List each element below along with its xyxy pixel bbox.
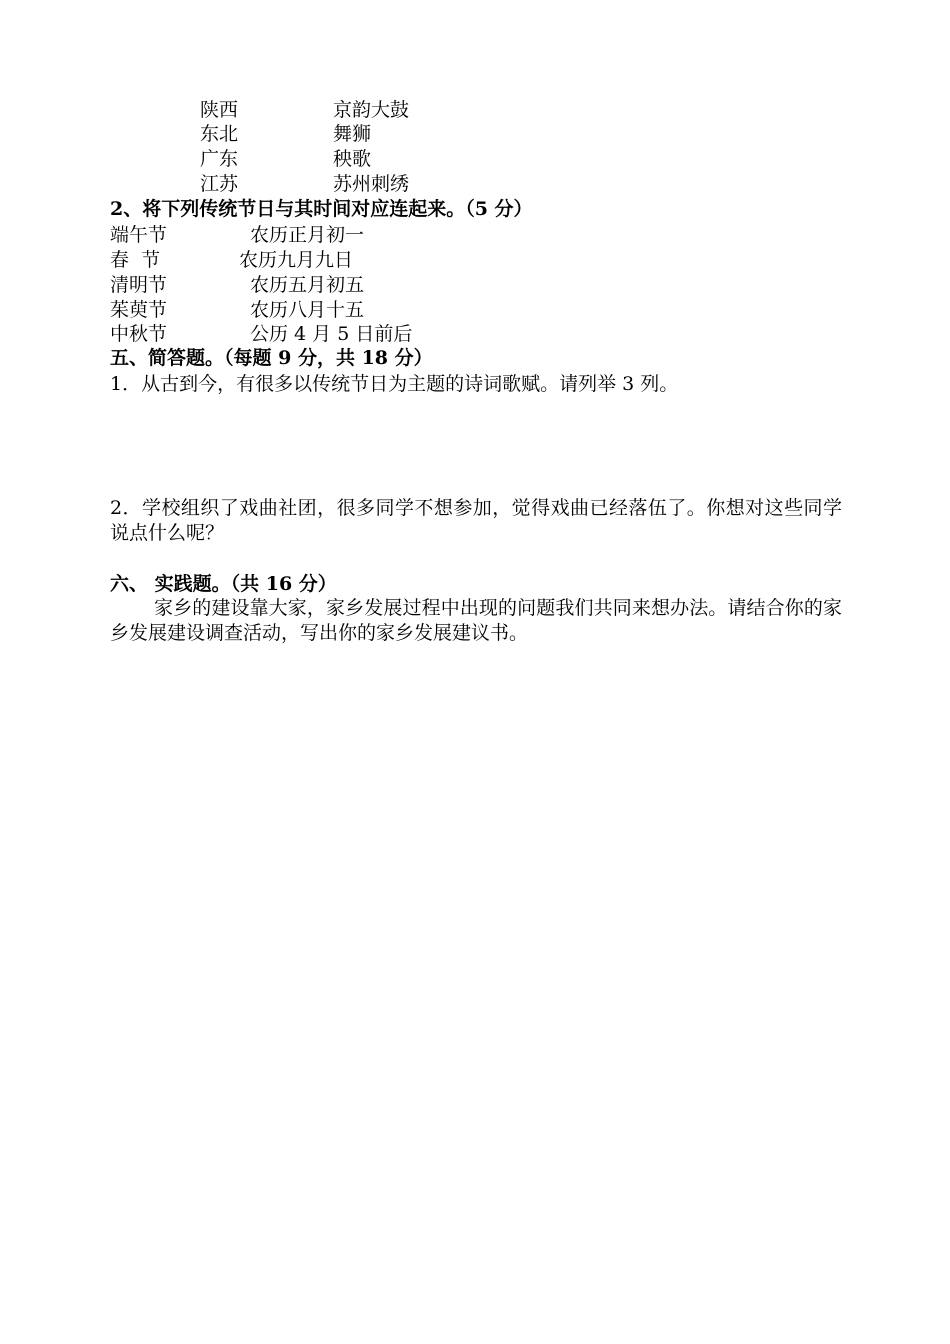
region-label: 江苏 [200,173,239,195]
art-label: 苏州刺绣 [333,173,410,195]
region-label: 东北 [200,123,239,145]
date-label: 农历五月初五 [250,274,365,296]
date-label: 公历 4 月 5 日前后 [250,323,413,345]
festival-question-heading: 2、将下列传统节日与其时间对应连起来。（5 分） [110,198,533,220]
art-label: 秧歌 [333,148,372,170]
festival-label: 端午节 [110,224,168,246]
festival-label: 春 节 [110,249,161,271]
date-label: 农历正月初一 [250,224,365,246]
date-label: 农历八月十五 [250,299,365,321]
section-six-heading: 六、 实践题。（共 16 分） [110,573,337,595]
question-one: 1．从古到今，有很多以传统节日为主题的诗词歌赋。请列举 3 列。 [110,373,679,395]
question-two: 2．学校组织了戏曲社团，很多同学不想参加，觉得戏曲已经落伍了。你想对这些同学说点什么呢？ [110,497,842,544]
practice-question-body: 家乡的建设靠大家，家乡发展过程中出现的问题我们共同来想办法。请结合你的家乡发展建设调查活动，写出你的家乡发展建议书。 [110,597,842,644]
date-label: 农历九月九日 [239,249,354,271]
art-label: 舞狮 [333,123,372,145]
section-five-heading: 五、简答题。（每题 9 分，共 18 分） [110,347,433,369]
festival-label: 中秋节 [110,323,168,345]
festival-label: 茱萸节 [110,299,168,321]
festival-label: 清明节 [110,274,168,296]
region-label: 广东 [200,148,239,170]
art-label: 京韵大鼓 [333,99,410,121]
region-label: 陕西 [200,99,239,121]
